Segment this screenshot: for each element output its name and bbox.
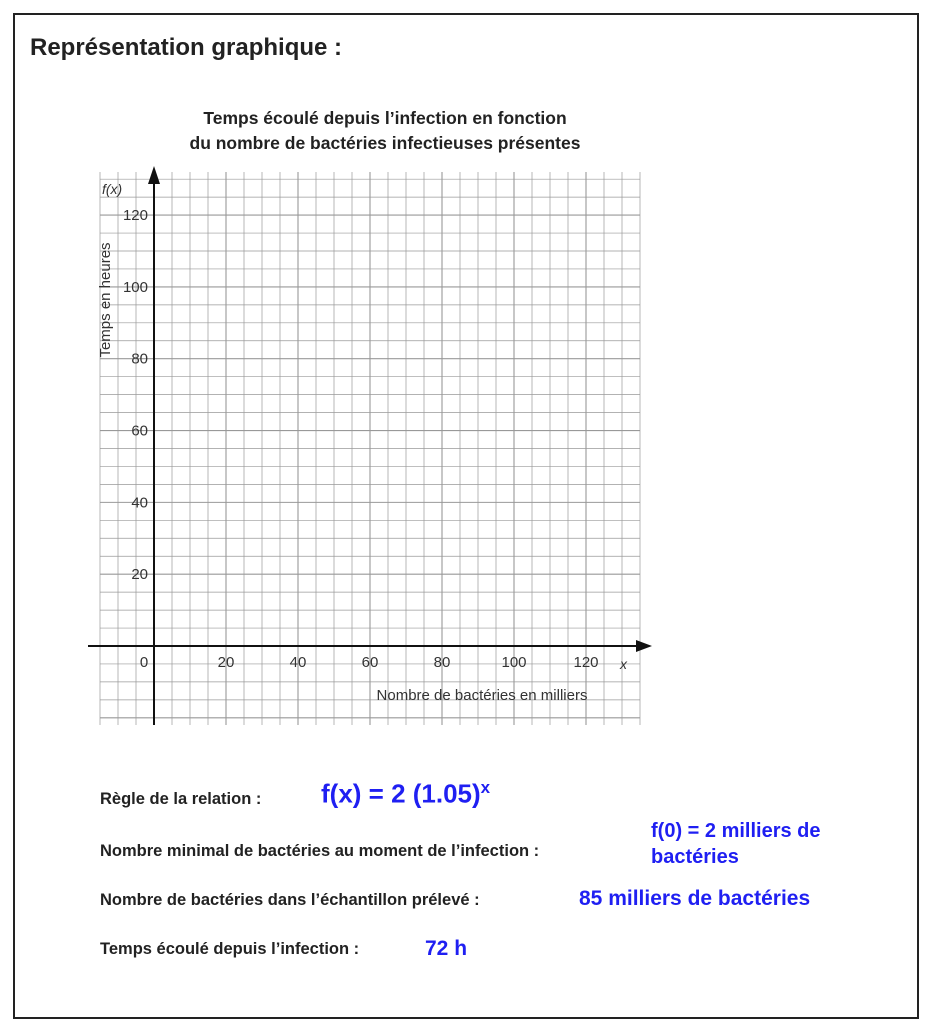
rule-value-exponent: x [480,778,491,797]
rule-label: Règle de la relation : [100,790,262,808]
elapsed-time-value: 72 h [425,937,468,960]
rule-value [321,778,490,810]
y-tick-label: 60 [131,422,148,440]
x-axis-title: Nombre de bactéries en milliers [376,687,588,704]
y-tick-label: 100 [122,278,148,296]
sample-bacteria-label: Nombre de bactéries dans l’échantillon prélevé : [100,891,480,909]
x-tick-label: 60 [361,654,379,671]
y-tick-label: 80 [131,350,148,368]
chart-title-line-2: du nombre de bactéries infectieuses présentes [189,133,581,153]
min-bacteria-value-line-2: bactéries [651,846,739,868]
x-tick-label: 0 [139,654,149,671]
min-bacteria-label: Nombre minimal de bactéries au moment de l’infection : [100,842,540,860]
chart-title-line-1: Temps écoulé depuis l’infection en fonction [203,108,567,128]
elapsed-time-label: Temps écoulé depuis l’infection : [100,940,360,958]
sample-bacteria-value: 85 milliers de bactéries [579,887,811,910]
section-title: Représentation graphique : [30,34,343,61]
min-bacteria-value-line-1: f(0) = 2 milliers de [651,820,821,842]
x-tick-label: 40 [289,654,307,671]
min-bacteria-value [651,818,821,870]
rule-value-base: f(x) = 2 (1.05) [321,778,481,809]
x-tick-label: 100 [501,654,527,671]
y-axis-title: Temps en heures [97,242,114,358]
x-axis-arrow [636,640,652,652]
y-axis-arrow [148,166,160,184]
y-variable-label: f(x) [102,181,123,197]
y-tick-label: 120 [122,207,148,225]
y-tick-label: 20 [131,566,148,584]
x-tick-label: 80 [433,654,451,671]
y-tick-label: 40 [131,494,148,512]
x-tick-label: 20 [217,654,235,671]
x-tick-label: 120 [573,654,599,671]
x-variable-label: x [620,656,627,672]
